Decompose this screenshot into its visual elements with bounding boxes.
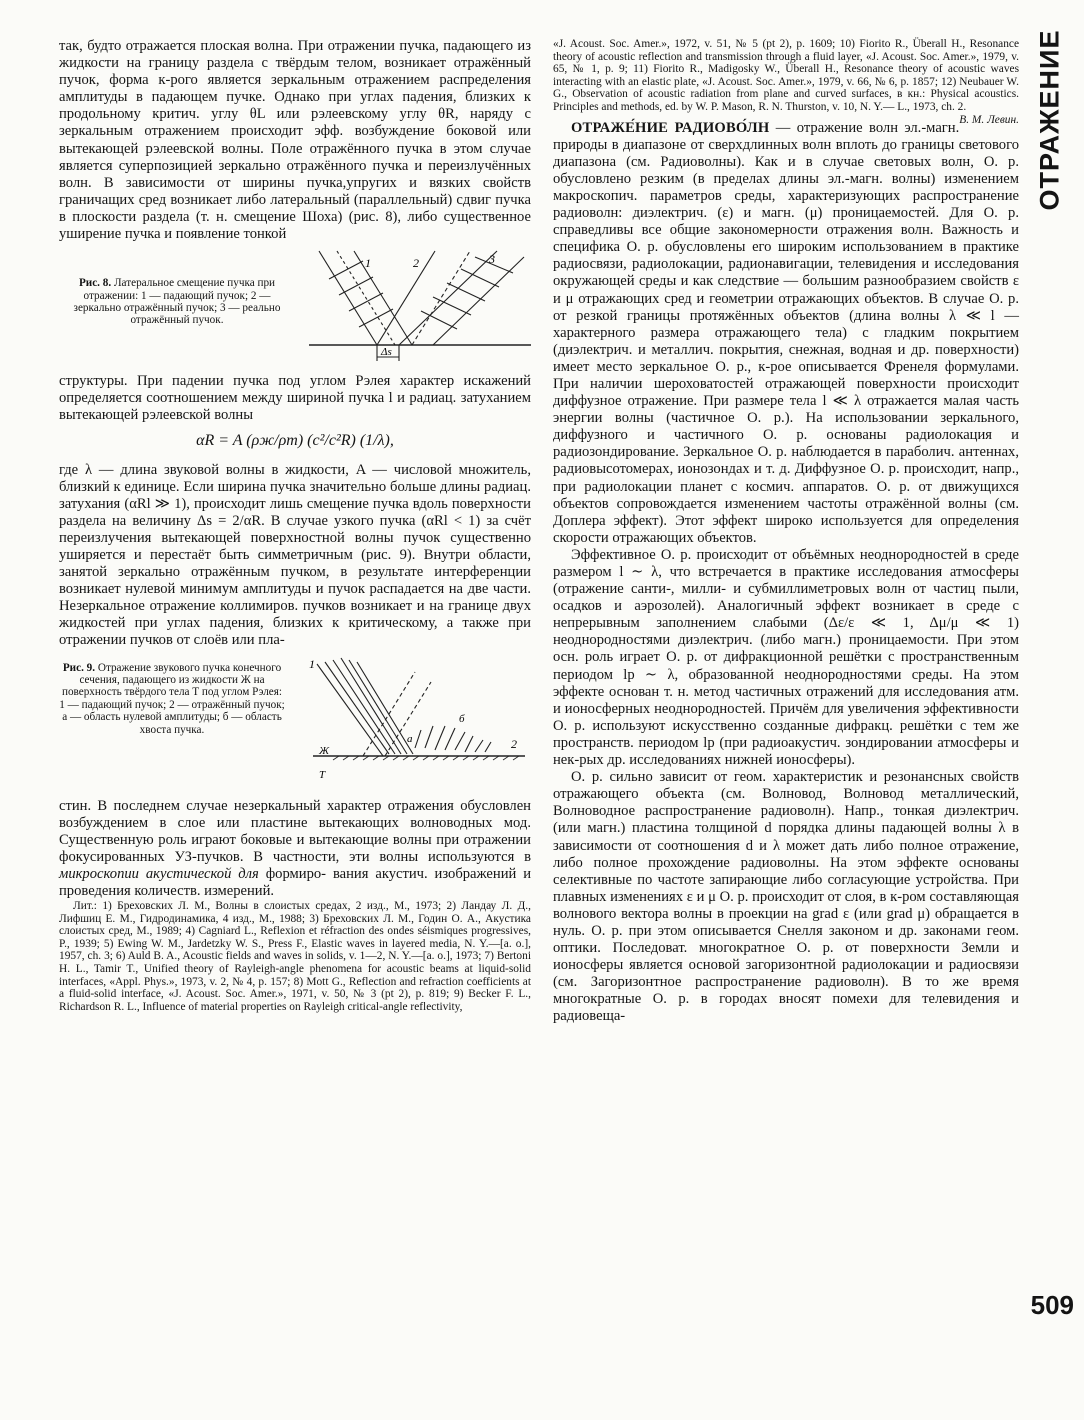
figure-9-number-1: 1 bbox=[309, 656, 315, 671]
figure-9-number-2: 2 bbox=[511, 736, 517, 751]
page-number: 509 bbox=[1030, 1290, 1074, 1320]
author-signature: В. М. Левин. bbox=[959, 113, 1019, 126]
left-paragraph-4: стин. В последнем случае незеркальный характер отражения обусловлен возбуждением в слое или пластине вытекающих волноводных мод. Существенную роль играют боковые и вытекающие волны при отражении фокусированных УЗ-пучков. В частности, эти волны используются в микроскопии акустической для формиро- вания акустич. изображений и проведения количеств. измерений. bbox=[59, 797, 532, 899]
figure-8 bbox=[59, 249, 531, 367]
left-paragraph-3: где λ — длина звуковой волны в жидкости, A — числовой множитель, близкий к единице. Если ширина пучка значительно больше длины радиац. затухания (αRl ≫ 1), происходит лишь смещение пучка вдоль поверхности раздела на величину Δs = 2/αR. В случае узкого пучка (αRl < 1) за счёт переизлучения вытекающей поверхностной волны пучок существенно уширяется и перестаёт быть симметричным (рис. 9). Внутри области, занятой зеркально отражённым пучком, в результате интерференции возникает нулевой минимум амплитуды и пучок распадается на две части. Незеркальное отражение коллимиров. пучков возникает и на границе двух жидкостей при углах падения, близких к критическому, а также при отражении пучков от слоёв или пла- bbox=[59, 461, 531, 649]
figure-9-liquid: Ж bbox=[319, 744, 330, 757]
references-left: Лит.: 1) Бреховских Л. М., Волны в слоистых средах, 2 изд., М., 1973; 2) Ландау Л. Д., Лифшиц Е. М., Гидродинамика, 4 изд., М., 1988; 3) Бреховских Л. М., Годин О. А., Акустика слоистых сред, М., 1989; 4) Cagniard L., Reflexion et réfraction des ondes séismiques progressives, P., 1939; 5) Ewing W. M., Jardetzky W. S., Press F., Elastic waves in layered media, N. Y.—[a. o.], 1957, ch. 3; 6) Auld B. A., Acoustic fields and waves in solids, v. 1—2, N. Y.—[a. o.], 1973; 7) Bertoni H. L., Tamir T., Unified theory of Rayleigh-angle phenomena for acoustic beams at liquid-solid interfaces, «Appl. Phys.», 1973, v. 2, № 4, p. 157; 8) Mott G., Reflection and refraction coefficients at a fluid-solid interface, «J. Acoust. Soc. Amer.», 1971, v. 50, № 3 (pt 2), p. 819; 9) Becker F. L., Richardson R. L., Influence of material properties on Rayleigh critical-angle reflectivity, bbox=[59, 900, 531, 1013]
figure-9-label: Рис. 9. bbox=[62, 661, 96, 674]
figure-8-number-3: 3 bbox=[489, 252, 495, 267]
figure-8-number-2: 2 bbox=[413, 256, 419, 271]
figure-9-diagram bbox=[303, 656, 531, 792]
figure-9-label-b: б bbox=[459, 712, 465, 725]
formula-alpha-r: αR = A (ρж/ρт) (c²/c²R) (1/λ), bbox=[196, 432, 394, 450]
right-column bbox=[553, 38, 1019, 1026]
figure-9-solid: Т bbox=[319, 768, 326, 781]
figure-8-text: Латеральное смещение пучка при отражении: 1 — падающий пучок; 2 — зеркально отражённый пучок; 3 — реально отражённый пучок. bbox=[73, 277, 281, 327]
left-paragraph-1: так, будто отражается плоская волна. При отражении пучка, падающего из жидкости на границу раздела с твёрдым телом, возникает отражённый пучок, форма к-рого является зеркальным отражением распределения амплитуды в падающем пучке. Однако при углах падения, близких к продольному критич. углу θL или рэлеевскому углу θR, наряду с зеркальным отражением происходит эфф. возбуждение боковой или вытекающей рэлеевской волны. Поле отражённого пучка в этом случае является суперпозицией зеркально отражённого пучка и переизлучённых волн. В зависимости от ширины пучка,упругих и вязких свойств граничащих сред возникает либо латеральный (параллельный) сдвиг пучка в плоскости раздела (т. н. смещение Шоха) (рис. 8), либо существенное уширение пучка и появление тонкой bbox=[59, 38, 531, 243]
figure-8-number-1: 1 bbox=[365, 256, 371, 271]
figure-9-caption bbox=[59, 656, 285, 736]
side-heading: ОТРАЖЕНИЕ bbox=[1034, 29, 1065, 211]
left-column bbox=[59, 38, 531, 1013]
link-acoustic-microscopy[interactable]: микроскопии акустической для bbox=[59, 865, 259, 882]
figure-9-label-a: a bbox=[407, 732, 413, 745]
right-paragraph-2: Эффективное О. р. происходит от объёмных неоднородностей в среде размером l ∼ λ, что встречается в практике исследования атмосферы (отражение санти-, милли- и субмиллиметровых волн от частиц пыли, осадков и аэрозолей). Аналогичный эффект возникает в среде с непрерывным заполнением слабыми (Δε/ε ≪ 1, Δμ/μ ≪ 1) неоднородностями диэлектрич. (либо магн.) проницаемости. При этом осн. роль играет О. р. от дифракционной решётки с пространственным периодом lр ∼ λ, образованной неоднородностями среды. На этом эффекте основан т. н. метод частичных отражений для исследования атм. и ионосферных неоднородностей. Причём для увеличения эффективности О. р. используют искусственно созданные дифракц. решётки с тем же пространств. периодом lр (при радиоакустич. зондировании атмосферы и нек-рых др. исследованиях нижней ионосферы). bbox=[553, 546, 1019, 769]
figure-9 bbox=[59, 656, 531, 792]
figure-8-diagram bbox=[309, 249, 531, 367]
right-paragraph-3: О. р. сильно зависит от геом. характеристик и резонансных свойств отражающего объекта (см. Волновод, Волновод металлический, Волноводное распространение радиоволн). Напр., тонкая диэлектрич. (или магн.) пластина толщиной d порядка длины падающей волны λ в зависимости от соотношения d и λ может дать либо полное отражение, либо полное прохождение радиоволны. На этом эффекте основаны селективные по частоте запирающие либо согласующие устройства. При плавных изменениях ε и μ О. р. происходит от слоя, в к-ром составляющая волнового вектора волны в проекции на grad ε (или grad μ) обращается в нуль. О. р. при этом описывается Снелля законом и др. законами геом. оптики. Последоват. многократное О. р. от поверхности Земли и ионосферы является основой загоризонтной радиолокации и радиосвязи (см. Загоризонтное распространение радиоволн). В то же время многократные О. р. в городах вносят помехи для телевидения и радиовеща- bbox=[553, 769, 1019, 1025]
figure-8-caption bbox=[59, 249, 295, 327]
figure-8-delta: Δs bbox=[381, 346, 392, 359]
article-heading: ОТРАЖЕ́НИЕ РАДИОВО́ЛН bbox=[571, 119, 770, 136]
figure-9-text: Отражение звукового пучка конечного сечения, падающего из жидкости Ж на поверхность твёрдого тела Т под углом Рэлея: 1 — падающий пучок; 2 — отражённый пучок; a — область нулевой амплитуды; б — область хвоста пучка. bbox=[59, 661, 285, 736]
figure-8-label: Рис. 8. bbox=[78, 277, 112, 290]
left-paragraph-2: структуры. При падении пучка под углом Рэлея характер искажений определяется соотношением между шириной пучка l и радиац. затуханием вытекающей рэлеевской волны bbox=[59, 373, 531, 424]
article-radio-waves: ОТРАЖЕ́НИЕ РАДИОВО́ЛН — отражение волн эл.-магн. природы в диапазоне от сверхдлинных волн вплоть до границы светового диапазона (см. Радиоволны). Как и в случае световых волн, О. р. обусловлено резким (в пределах длины эл.-магн. волны) изменением макроскопич. параметров среды, характеризующих распространение радиоволн: диэлектрич. (ε) и магн. (μ) проницаемостей. Для О. р. справедливы все общие закономерности отражения волн. Важность и специфика О. р. обусловлены его широким использованием в практике радиосвязи, радиолокации, радионавигации, телевидения и исследования окружающей среды и как следствие — большим разнообразием свойств ε и μ отражающих сред и геометрии отражающих объектов. В случае О. р. от резкой границы протяжённых объектов (длина волны λ ≪ l — характерного размера отражающего тела) с гладким покрытием (диэлектрич. и металлич. покрытия, снежная, водная и др. поверхности) имеет место зеркальное О. р., к-рое описывается Френеля формулами. При наличии шероховатостей отражающей поверхности происходит диффузное отражение. При размере тела l ≪ λ отражается малая часть энергии волны (частичное О. р.). На использовании зеркального, диффузного и частичного О. р. основаны радиолокация и радиозондирование. Зеркальное О. р. наблюдается в параболич. антеннах, радиовысотомерах, ионозондах и т. д. Диффузное О. р. происходит, напр., при радиолокации планет с космич. аппаратов. О. р. от движущихся объектов сопровождается изменением частоты отражённой волны (см. Доплера эффект). Этот эффект широко используется для определения скорости отражающих объектов. bbox=[553, 119, 1019, 546]
references-right: «J. Acoust. Soc. Amer.», 1972, v. 51, № 5 (pt 2), p. 1609; 10) Fiorito R., Überall H., Resonance theory of acoustic reflection and transmission through a fluid layer, «J. Acoust. Soc. Amer.», 1979, v. 65, № 1, p. 9; 11) Fiorito R., Madigosky W., Überall H., Resonance theory of acoustic waves interacting with an elastic plate, «J. Acoust. Soc. Amer.», 1979, v. 66, № 6, p. 1857; 12) Neubauer W. G., Observation of acoustic radiation from plane and curved surfaces, в кн.: Physical acoustics. Principles and methods, ed. by W. P. Mason, R. N. Thurston, v. 10, N. Y.— L., 1973, ch. 2. В. М. Левин. bbox=[553, 38, 1019, 126]
